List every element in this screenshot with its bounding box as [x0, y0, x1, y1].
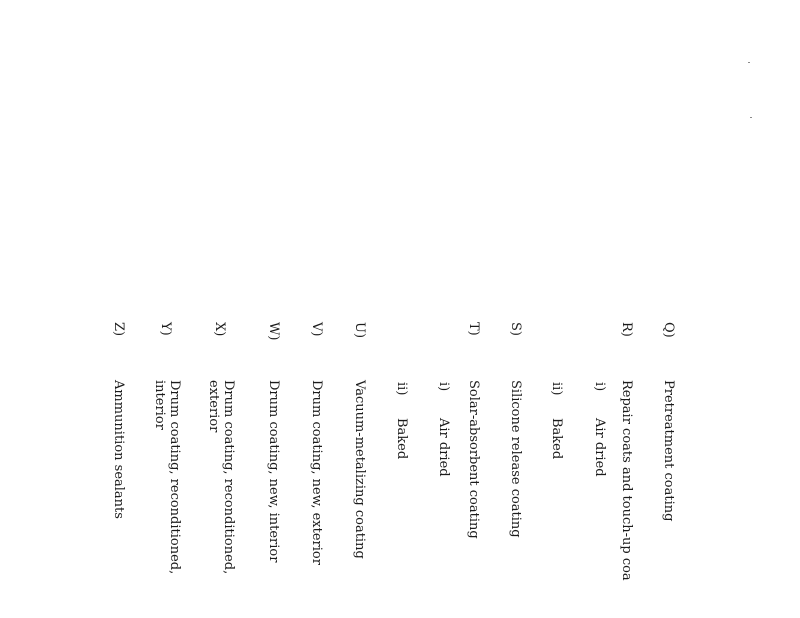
- scan-speck: [748, 62, 750, 63]
- scan-speck: [750, 117, 752, 118]
- item-text: Repair coats and touch-up coa: [619, 380, 634, 581]
- item-text: Drum coating, new, exterior: [309, 380, 324, 565]
- item-label: Z): [111, 322, 126, 337]
- sub-item-text: Baked: [549, 418, 564, 460]
- item-text: Drum coating, new, interior: [266, 380, 281, 563]
- sub-item-label: i): [436, 382, 451, 392]
- item-label: Y): [158, 322, 173, 336]
- sub-item-text: Air dried: [436, 418, 451, 477]
- item-label: S): [508, 322, 523, 336]
- item-text: Solar-absorbent coating: [466, 380, 481, 539]
- item-label: W): [266, 322, 281, 341]
- item-label: X): [212, 322, 227, 337]
- item-text: Vacuum-metalizing coating: [352, 380, 367, 559]
- item-text: Ammunition sealants: [111, 380, 126, 519]
- sub-item-text: Baked: [394, 418, 409, 460]
- sub-item-label: ii): [549, 382, 564, 396]
- item-text: Pretreatment coating: [661, 380, 676, 522]
- item-label: T): [466, 322, 481, 336]
- item-text: Drum coating, reconditioned, exterior: [206, 380, 236, 575]
- item-text: Drum coating, reconditioned, interior: [152, 380, 182, 575]
- item-label: R): [619, 322, 634, 337]
- item-label: Q): [661, 322, 676, 338]
- sub-item-text: Air dried: [592, 418, 607, 477]
- sub-item-label: ii): [394, 382, 409, 396]
- item-label: V): [309, 322, 324, 337]
- item-label: U): [352, 322, 367, 339]
- item-text: Silicone release coating: [508, 380, 523, 538]
- sub-item-label: i): [592, 382, 607, 392]
